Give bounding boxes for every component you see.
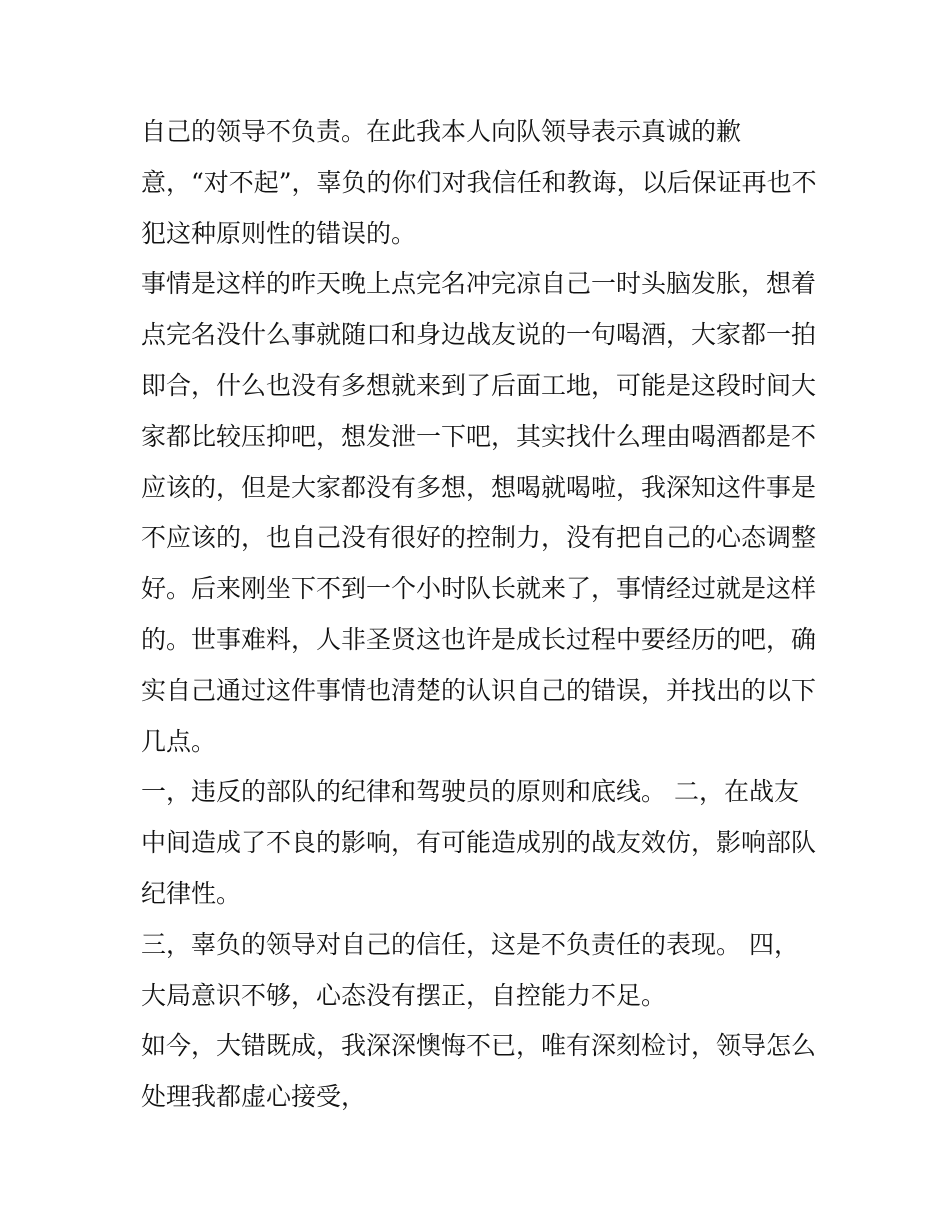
text-line: 实自己通过这件事情也清楚的认识自己的错误，并找出的以下 bbox=[141, 675, 817, 705]
text-line: 三，辜负的领导对自己的信任，这是不负责任的表现。 四， bbox=[141, 929, 799, 959]
document-body bbox=[141, 107, 821, 1123]
text-line: 犯这种原则性的错误的。 bbox=[141, 218, 417, 248]
text-line: 如今，大错既成，我深深懊悔不已，唯有深刻检讨，领导怎么 bbox=[141, 1031, 817, 1061]
text-line: 中间造成了不良的影响，有可能造成别的战友效仿，影响部队 bbox=[141, 828, 817, 858]
text-line: 自己的领导不负责。在此我本人向队领导表示真诚的歉 bbox=[141, 117, 742, 146]
text-line: 大局意识不够，心态没有摆正，自控能力不足。 bbox=[141, 980, 667, 1010]
text-line: 的。世事难料，人非圣贤这也许是成长过程中要经历的吧，确 bbox=[141, 624, 817, 654]
text-line: 纪律性。 bbox=[141, 878, 242, 908]
text-line: 几点。 bbox=[141, 726, 217, 756]
text-line: 一，违反的部队的纪律和驾驶员的原则和底线。 二，在战友 bbox=[141, 777, 799, 807]
text-line: 不应该的，也自己没有很好的控制力，没有把自己的心态调整 bbox=[141, 523, 817, 553]
text-line: 好。后来刚坐下不到一个小时队长就来了，事情经过就是这样 bbox=[141, 574, 817, 604]
text-line: 点完名没什么事就随口和身边战友说的一句喝酒，大家都一拍 bbox=[141, 320, 817, 350]
text-line: 应该的，但是大家都没有多想，想喝就喝啦，我深知这件事是 bbox=[141, 472, 817, 502]
text-line: 家都比较压抑吧，想发泄一下吧，其实找什么理由喝酒都是不 bbox=[141, 421, 817, 451]
text-line: 处理我都虚心接受， bbox=[141, 1082, 367, 1112]
text-line: 事情是这样的昨天晚上点完名冲完凉自己一时头脑发胀，想着 bbox=[141, 269, 817, 299]
text-line: 即合，什么也没有多想就来到了后面工地，可能是这段时间大 bbox=[141, 370, 817, 400]
text-line: 意，“对不起”，辜负的你们对我信任和教诲，以后保证再也不 bbox=[141, 167, 817, 197]
